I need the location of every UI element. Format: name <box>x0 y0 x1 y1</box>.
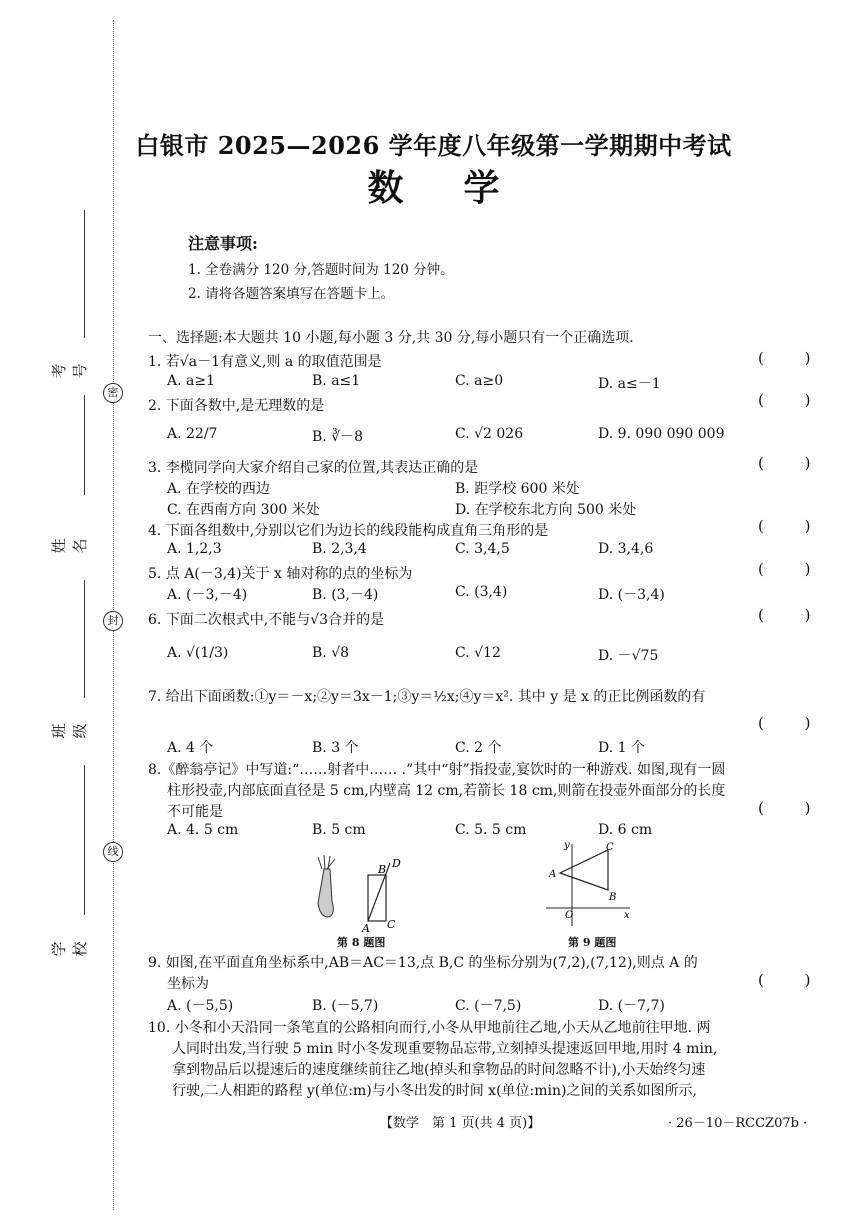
notice-heading: 注意事项: <box>188 234 258 253</box>
option: A. a≥1 <box>167 373 215 389</box>
seal-mi: 密 <box>103 383 123 403</box>
option: C. (3,4) <box>455 584 508 600</box>
label-b: B <box>609 892 617 903</box>
name-label: 姓名 <box>50 538 89 554</box>
page-footer-center: 【数学 第 1 页(共 4 页)】 <box>380 1116 541 1131</box>
option: C. 2 个 <box>455 740 502 756</box>
option: C. √2 026 <box>455 426 524 442</box>
question-stem: 7. 给出下面函数:①y＝－x;②y＝3x－1;③y＝½x;④y＝x². 其中 y 是 x 的正比例函数的有 <box>148 689 706 705</box>
option: B. (－5,7) <box>312 998 379 1014</box>
option: C. 5. 5 cm <box>455 822 527 838</box>
option: D. 1 个 <box>598 740 645 756</box>
option: A. 4. 5 cm <box>167 822 239 838</box>
label-o: O <box>565 910 574 921</box>
class-label: 班级 <box>50 723 89 739</box>
notice-item: 2. 请将各题答案填写在答题卡上。 <box>188 286 395 302</box>
question-stem: 3. 李榄同学向大家介绍自己家的位置,其表达正确的是 <box>148 460 479 476</box>
option: A. √(1/3) <box>167 645 229 661</box>
option: C. √12 <box>455 645 501 661</box>
question-stem: 6. 下面二次根式中,不能与√3合并的是 <box>148 612 385 628</box>
label-c: C <box>387 918 396 931</box>
answer-bracket: ( ) <box>758 454 829 472</box>
question-stem: 柱形投壶,内部底面直径是 5 cm,内壁高 12 cm,若箭长 18 cm,则箭在投壶外面部分的长度 <box>167 783 726 799</box>
option: A. 4 个 <box>167 740 214 756</box>
school-line <box>84 765 85 915</box>
option: D. 9. 090 090 009 <box>598 426 725 442</box>
answer-bracket: ( ) <box>758 714 829 732</box>
exam-number-label: 考号 <box>50 363 89 379</box>
question-stem: 5. 点 A(－3,4)关于 x 轴对称的点的坐标为 <box>148 566 413 582</box>
answer-bracket: ( ) <box>758 606 829 624</box>
question-stem: 人同时出发,当行驶 5 min 时小冬发现重要物品忘带,立刻掉头提速返回甲地,用时 4 min, <box>172 1041 718 1057</box>
option: A. 22/7 <box>167 426 218 442</box>
option: D. (－7,7) <box>598 998 665 1014</box>
option: A. 在学校的西边 <box>167 481 271 497</box>
option: B. 5 cm <box>312 822 366 838</box>
option: D. a≤－1 <box>598 376 661 392</box>
question-stem: 1. 若√a－1有意义,则 a 的取值范围是 <box>148 354 382 370</box>
school-label: 学校 <box>50 941 89 957</box>
seal-xian: 线 <box>103 842 123 862</box>
option: C. a≥0 <box>455 373 504 389</box>
exam-title: 白银市 2025—2026 学年度八年级第一学期期中考试 <box>135 131 732 160</box>
option: B. √8 <box>312 645 350 661</box>
answer-bracket: ( ) <box>758 560 829 578</box>
question-stem: 4. 下面各组数中,分别以它们为边长的线段能构成直角三角形的是 <box>148 523 549 539</box>
name-line <box>84 395 85 495</box>
exam-number-line <box>84 210 85 338</box>
label-y: y <box>564 840 570 851</box>
label-a: A <box>362 922 370 935</box>
answer-bracket: ( ) <box>758 799 829 817</box>
option: D. 6 cm <box>598 822 653 838</box>
class-field <box>50 580 98 750</box>
option: B. a≤1 <box>312 373 361 389</box>
option: C. 在西南方向 300 米处 <box>167 502 320 518</box>
question-stem: 行驶,二人相距的路程 y(单位:m)与小冬出发的时间 x(单位:min)之间的关系如图所示, <box>172 1083 697 1099</box>
option: D. 3,4,6 <box>598 541 654 557</box>
class-line <box>84 580 85 698</box>
subject-title: 数学 <box>367 167 560 209</box>
name-field <box>50 395 98 565</box>
option: D. －√75 <box>598 648 659 664</box>
option: B. (3,－4) <box>312 587 379 603</box>
option: C. 3,4,5 <box>455 541 510 557</box>
question-stem: 10. 小冬和小天沿同一条笔直的公路相向而行,小冬从甲地前往乙地,小天从乙地前往甲地. 两 <box>148 1020 711 1036</box>
figure-8-caption: 第 8 题图 <box>337 936 386 949</box>
label-d: D <box>392 857 401 870</box>
option: A. (－3,－4) <box>167 587 248 603</box>
option: B. ∛－8 <box>312 429 364 445</box>
page-footer-code: · 26－10－RCCZ07b · <box>668 1116 808 1131</box>
question-stem: 坐标为 <box>167 976 209 992</box>
triangle-abc <box>560 850 608 890</box>
label-a: A <box>549 869 557 880</box>
exam-number-field <box>50 210 98 380</box>
answer-bracket: ( ) <box>758 349 829 367</box>
section-heading: 一、选择题:本大题共 10 小题,每小题 3 分,共 30 分,每小题只有一个正确选项. <box>148 330 634 346</box>
question-stem: 拿到物品后以提速后的速度继续前往乙地(掉头和拿物品的时间忽略不计),小天始终匀速 <box>172 1062 706 1078</box>
option: D. 在学校东北方向 500 米处 <box>455 502 637 518</box>
option: C. (－7,5) <box>455 998 522 1014</box>
label-x: x <box>624 910 630 921</box>
answer-bracket: ( ) <box>758 971 829 989</box>
question-stem: 9. 如图,在平面直角坐标系中,AB＝AC＝13,点 B,C 的坐标分别为(7,2),(7,12),则点 A 的 <box>148 955 698 971</box>
figure-9-caption: 第 9 题图 <box>568 936 617 949</box>
answer-bracket: ( ) <box>758 517 829 535</box>
option: B. 2,3,4 <box>312 541 367 557</box>
figure-9-diagram <box>540 838 640 934</box>
question-stem: 2. 下面各数中,是无理数的是 <box>148 398 325 414</box>
option: A. 1,2,3 <box>167 541 222 557</box>
option: A. (－5,5) <box>167 998 234 1014</box>
seal-feng: 封 <box>103 611 123 631</box>
question-stem: 不可能是 <box>167 804 223 820</box>
notice-item: 1. 全卷满分 120 分,答题时间为 120 分钟。 <box>188 262 454 278</box>
answer-bracket: ( ) <box>758 391 829 409</box>
school-field <box>50 765 98 957</box>
question-stem: 8.《醉翁亭记》中写道:“……射者中…… .”其中“射”指投壶,宴饮时的一种游戏. 如图,现有一圆 <box>148 762 726 778</box>
option: B. 距学校 600 米处 <box>455 481 580 497</box>
label-b: B <box>378 863 387 876</box>
figure-8-diagram <box>310 855 420 935</box>
pot-sketch <box>318 855 335 917</box>
label-c: C <box>606 842 614 853</box>
option: B. 3 个 <box>312 740 359 756</box>
option: D. (－3,4) <box>598 587 665 603</box>
